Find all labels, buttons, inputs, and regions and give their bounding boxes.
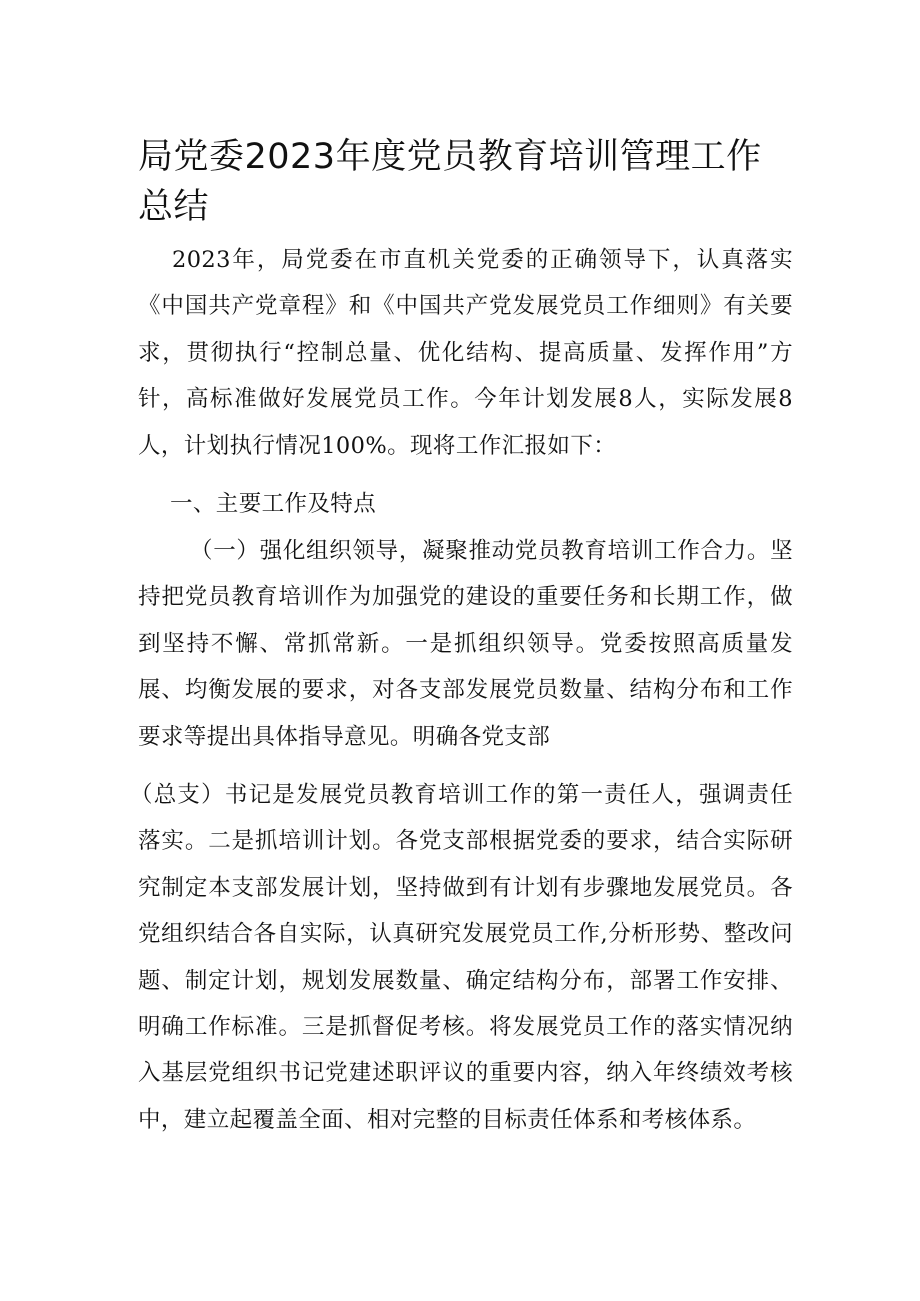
intro-paragraph: 2023年，局党委在市直机关党委的正确领导下，认真落实《中国共产党章程》和《中国共产党发展党员工作细则》有关要求，贯彻执行“控制总量、优化结构、提高质量、发挥作用”方针，高标准做好发展党员工作。今年计划发展8人，实际发展8人，计划执行情况100%。现将工作汇报如下： [138, 247, 793, 459]
subsection-paragraph: （一）强化组织领导，凝聚推动党员教育培训工作合力。坚持把党员教育培训作为加强党的建设的重要任务和长期工作，做到坚持不懈、常抓常新。一是抓组织领导。党委按照高质量发展、均衡发展的要求，对各支部发展党员数量、结构分布和工作要求等提出具体指导意见。明确各党支部 [138, 538, 793, 750]
section-heading: 一、主要工作及特点 [170, 491, 377, 517]
continuation-paragraph: （总支）书记是发展党员教育培训工作的第一责任人，强调责任落实。二是抓培训计划。各党支部根据党委的要求，结合实际研究制定本支部发展计划，坚持做到有计划有步骤地发展党员。各党组织结合各自实际，认真研究发展党员工作,分析形势、整改问题、制定计划，规划发展数量、确定结构分布，部署工作安排、明确工作标准。三是抓督促考核。将发展党员工作的落实情况纳入基层党组织书记党建述职评议的重要内容，纳入年终绩效考核中，建立起覆盖全面、相对完整的目标责任体系和考核体系。 [130, 782, 793, 1133]
document-title: 局党委2023年度党员教育培训管理工作总结 [138, 137, 762, 227]
